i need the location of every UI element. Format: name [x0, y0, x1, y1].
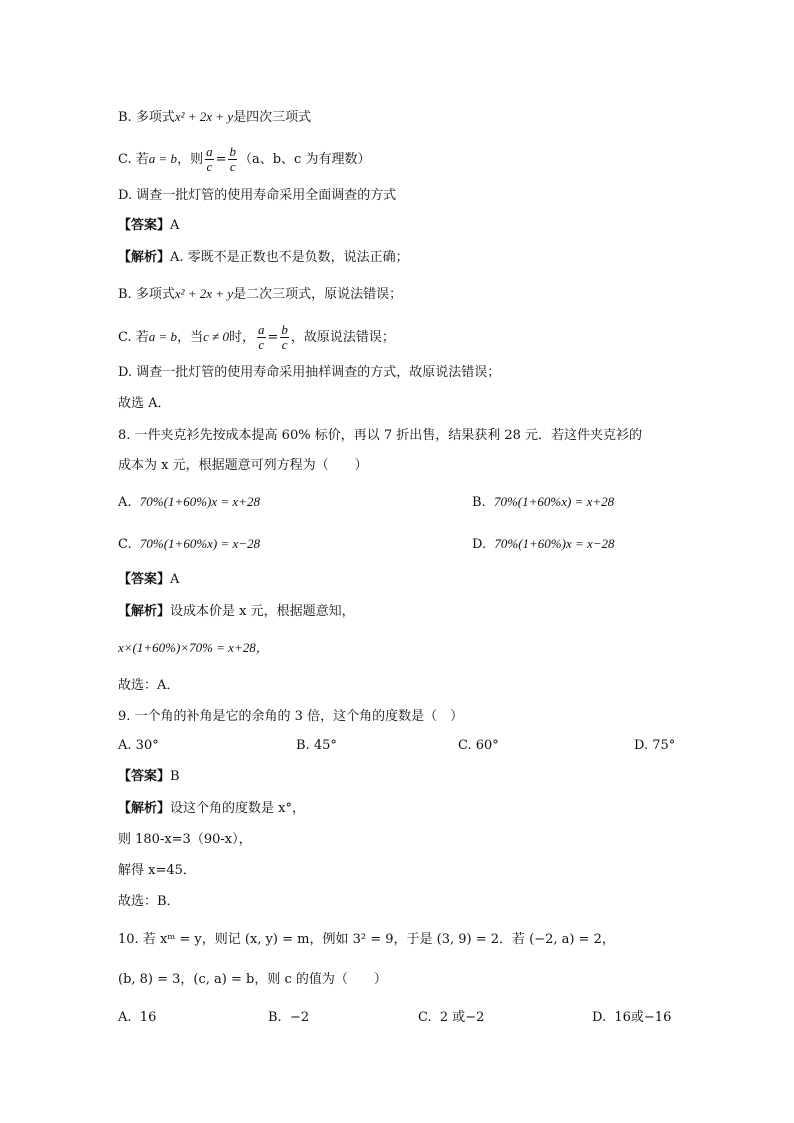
q7-option-d: D. 调查一批灯管的使用寿命采用全面调查的方式 — [118, 188, 397, 203]
q10-option-d: D. 16或−16 — [592, 1010, 672, 1025]
q9-analysis-3: 解得 x=45． — [118, 863, 196, 878]
q9-conclusion: 故选：B． — [118, 894, 180, 909]
q8-stem-line1: 8. 一件夹克衫先按成本提高 60% 标价，再以 7 折出售，结果获利 28 元．若这件夹克衫的 — [118, 428, 643, 443]
q8-stem-line2: 成本为 x 元，根据题意可列方程为（ ） — [118, 458, 368, 473]
q7-analysis-c-frac-right: $\frac{b}{c}$ — [281, 322, 288, 352]
q7-analysis-d: D. 调查一批灯管的使用寿命采用抽样调查的方式，故原说法错误； — [118, 365, 501, 380]
q10-option-a: A. 16 — [118, 1010, 157, 1025]
q10-stem-line2: (b, 8) = 3，(c, a) = b，则 c 的值为（ ） — [118, 972, 387, 987]
q7-analysis-c: C. 若a = b，当c ≠ 0时， $\frac{a}{c}$ = $\frac{b}{c}$ ，故原说法错误； — [118, 322, 395, 352]
q9-analysis-2: 则 180-x=3（90-x）， — [118, 832, 252, 847]
q8-conclusion: 故选：A． — [118, 678, 180, 693]
q9-option-d: D. 75° — [634, 738, 676, 753]
q8-analysis-2: x×(1+60%)×70% = x+28， — [118, 640, 269, 655]
q9-stem: 9. 一个角的补角是它的余角的 3 倍，这个角的度数是（ ） — [118, 709, 464, 724]
q9-analysis-1: 【解析】设这个角的度数是 x°， — [118, 801, 305, 816]
q7-analysis-a: 【解析】A. 零既不是正数也不是负数，说法正确； — [118, 250, 409, 265]
q8-option-a: A. 70%(1+60%)x = x+28 — [118, 494, 260, 510]
q10-stem-line1: 10. 若 xᵐ = y，则记 (x, y) = m，例如 3² = 9，于是 (3, 9) = 2．若 (−2, a) = 2， — [118, 932, 615, 947]
q7-option-b-expr: x² + 2x + y — [174, 109, 234, 124]
q10-option-c: C. 2 或−2 — [418, 1010, 485, 1025]
q7-option-b: B. 多项式x² + 2x + y是四次三项式 — [118, 109, 312, 125]
q9-answer: 【答案】B — [118, 769, 180, 784]
q7-option-c: C. 若a = b，则 $\frac{a}{c}$ = $\frac{b}{c}$ （a、b、c 为有理数） — [118, 144, 371, 174]
q7-analysis-b: B. 多项式x² + 2x + y是二次三项式，原说法错误； — [118, 286, 403, 302]
q9-option-b: B. 45° — [296, 738, 337, 753]
q7-conclusion: 故选 A． — [118, 396, 171, 411]
q9-option-a: A. 30° — [118, 738, 159, 753]
q7-analysis-c-frac-left: $\frac{a}{c}$ — [258, 322, 265, 352]
q7-option-c-frac-left: $\frac{a}{c}$ — [206, 144, 213, 174]
q7-option-c-frac-right: $\frac{b}{c}$ — [229, 144, 236, 174]
q8-analysis-1: 【解析】设成本价是 x 元，根据题意知， — [118, 604, 355, 619]
q8-answer: 【答案】A — [118, 572, 180, 587]
q8-option-c: C. 70%(1+60%x) = x−28 — [118, 536, 261, 552]
q8-option-d: D. 70%(1+60%)x = x−28 — [472, 536, 615, 552]
q8-option-b: B. 70%(1+60%x) = x+28 — [472, 494, 615, 510]
q9-option-c: C. 60° — [458, 738, 499, 753]
q10-option-b: B. −2 — [268, 1010, 310, 1025]
q7-answer: 【答案】A — [118, 218, 180, 233]
